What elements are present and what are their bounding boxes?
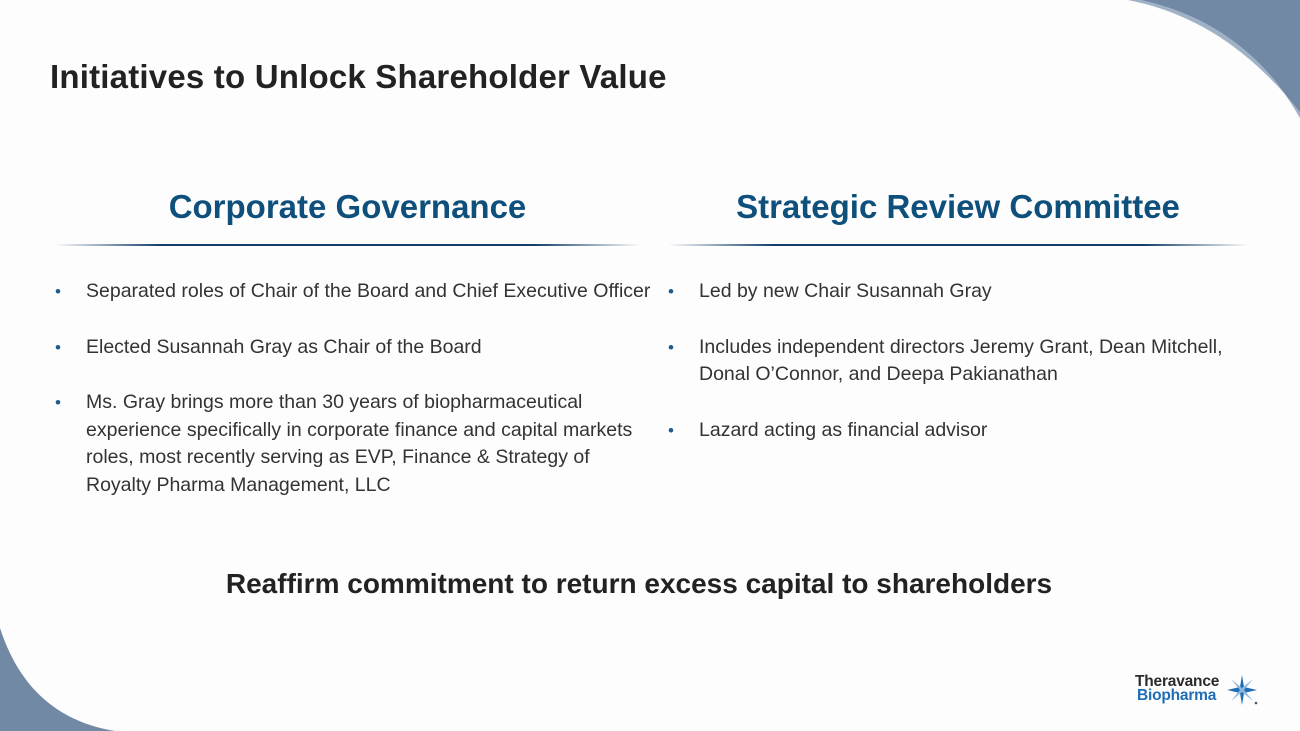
heading-divider [55, 244, 640, 246]
closing-statement: Reaffirm commitment to return excess capital to shareholders [225, 568, 1053, 599]
list-item [668, 278, 1228, 306]
list-item [55, 389, 655, 499]
column-strategic-review-committee [668, 182, 1248, 441]
logo-text-line1: Theravance [1135, 673, 1220, 690]
bullet-text: Led by new Chair Susannah Gray [699, 280, 992, 302]
bullet-text: Ms. Gray brings more than 30 years of biopharmaceutical experience specifically in corporate finance and capital markets roles, most recently serving as EVP, Finance & Strategy of Royalty Pharma Management, LLC [86, 391, 633, 496]
bullet-text: Elected Susannah Gray as Chair of the Board [86, 335, 482, 358]
bullet-text: Includes independent directors Jeremy Grant, Dean Mitchell, Donal O’Connor, and Deepa Pakianathan [699, 335, 1223, 385]
bullet-icon: • [55, 282, 61, 301]
logo-text-line2: Biopharma [1137, 687, 1217, 704]
bullet-list [55, 278, 655, 527]
column-header [668, 182, 1248, 246]
list-item [668, 417, 1228, 445]
bullet-list [668, 278, 1228, 472]
list-item [668, 334, 1228, 389]
bullet-icon: • [668, 420, 674, 440]
bullet-text: Separated roles of Chair of the Board and Chief Executive Officer [86, 280, 651, 302]
bullet-icon: • [55, 393, 61, 412]
top-right-arc [1140, 0, 1300, 118]
bullet-icon: • [668, 337, 674, 357]
company-logo [1132, 672, 1262, 710]
heading-divider [668, 244, 1248, 246]
page-number: 5 [56, 680, 63, 694]
bullet-icon: • [668, 282, 674, 301]
list-item [55, 278, 655, 306]
bullet-icon: • [55, 337, 61, 357]
column-heading: Corporate Governance [168, 188, 527, 225]
column-corporate-governance [55, 182, 651, 496]
bullet-text: Lazard acting as financial advisor [699, 418, 988, 441]
star-burst-logo-icon [1226, 674, 1258, 706]
page-title: Initiatives to Unlock Shareholder Value [50, 58, 667, 95]
list-item [55, 334, 655, 362]
column-header [55, 182, 640, 246]
column-heading: Strategic Review Committee [736, 188, 1180, 225]
